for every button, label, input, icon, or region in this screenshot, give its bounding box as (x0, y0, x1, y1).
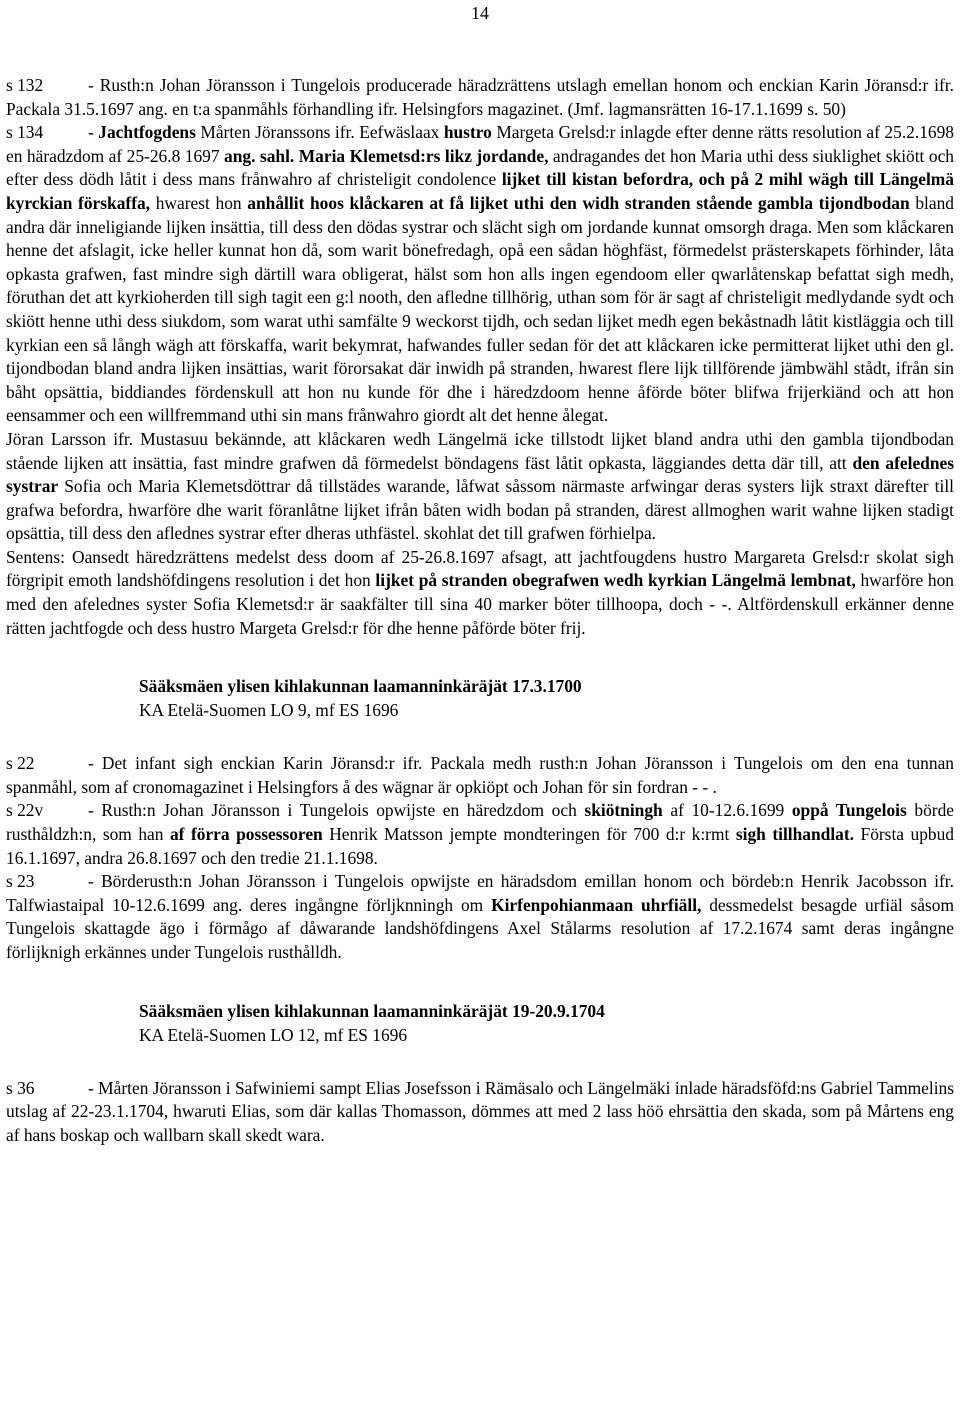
entry-ref: s 132 (6, 75, 44, 95)
bold-text: Jachtfogdens (98, 122, 196, 143)
entry-ref: s 22v (6, 800, 44, 821)
bold-text: ang. sahl. Maria Klemetsd:rs likz jordande, (224, 145, 549, 166)
section-heading-1700 (139, 674, 954, 722)
bold-text: skiötningh (584, 800, 663, 821)
entry-text: börde rusthåldzh:n, som han (6, 800, 954, 845)
entry-text: dessmedelst besagde urfiäl såsom Tungelois skattagde ägo i förmågo af dåwarande landshöfdingens Axel Stålarms resolution af 17.2.1674 samt deras ingångne förlijknigh erkännes under Tungelois rusthålldh. (6, 894, 954, 962)
section-title: Sääksmäen ylisen kihlakunnan laamanninkäräjät 19-20.9.1704 (139, 1000, 605, 1021)
entry-text: - Det infant sigh enckian Karin Jöransd:r ifr. Packala medh rusth:n Johan Jöransson i Tungelois om den ena tunnan spanmåhl, som af cronomagazinet i Helsingfors å des wägnar är opkiöpt och Johan för sin fordran - - . (6, 753, 954, 797)
section-heading-1704 (139, 999, 954, 1047)
bold-text: hustro (443, 122, 492, 143)
entry-text: Henrik Matsson jempte mondteringen för 700 d:r k:rmt (322, 824, 736, 845)
entry-text: - Mårten Jöransson i Safwiniemi sampt Elias Josefsson i Rämäsalo och Längelmäki inlade häradsföfd:ns Gabriel Tammelins utslag af 22-23.1.1704, hwaruti Elias, som där kallas Thomasson, dömmes att med 2 lass höö ehrsättia den skada, som på Mårtens eng af hans boskap och wallbarn skall skedt wara. (6, 1077, 954, 1145)
entry-joran-larsson (6, 428, 954, 546)
entry-text: Sofia och Maria Klemetsdöttrar då tillstädes warande, låfwat såssom närmaste arfwingar deras systers lijk straxt därefter till grafwa befordra, hwarföre dhe warit föranlåtne lijket ifrån båten widh bodan på stranden, därest allmoghen warit wahne lijken stadigt opsättia, till dess den aflednes systrar efter dheras uthfästel. skohlat det till grafwen förhielpa. (6, 476, 954, 544)
bold-text: af förra possessoren (169, 824, 323, 845)
entry-s22 (6, 752, 954, 799)
entry-sentens (6, 546, 954, 640)
entry-ref: s 22 (6, 753, 35, 774)
entry-text: Sentens: Oansedt häredzrättens medelst dess doom af 25-26.8.1697 afsagt, att jachtfougdens hustro Margareta Grelsd:r skolat sigh förgripit emoth landshöfdingens resolution i det hon (6, 546, 954, 591)
entry-text: Margeta Grelsd:r inlagde efter denne rätts resolution af 25.2.1698 en häradzdom af 25-26.8 1697 (6, 122, 954, 166)
bold-text: lijket på stranden obegrafwen wedh kyrkian Längelmä lembnat, (375, 570, 856, 591)
entry-text: hwarest hon (150, 192, 248, 213)
entry-ref: s 134 (6, 122, 44, 143)
section-source: KA Etelä-Suomen LO 9, mf ES 1696 (139, 700, 399, 721)
bold-text: lijket till kistan befordra, och på 2 mihl wägh till Längelmä kyrckian förskaffa, (6, 169, 954, 213)
bold-text: anhållit hoos klåckaren at få lijket uthi den widh stranden stående gambla tijondbodan (247, 192, 910, 213)
entry-text: Jöran Larsson ifr. Mustasuu bekännde, att klåckaren wedh Längelmä icke tillstodt lijket bland andra uthi den gambla tijondbodan stående lijken att insättia, fast mindre grafwen då förmedelst böndagens fäst låtit opkasta, läggiandes detta där till, att (6, 428, 954, 473)
entry-text: andragandes det hon Maria uthi dess siuklighet skiött och efter dess dödh låtit i dess mans frånwahro af christeligit condolence (6, 145, 954, 190)
page-number: 14 (471, 3, 489, 23)
entry-s22v (6, 799, 954, 870)
bold-text: den afelednes systrar (6, 452, 954, 497)
entry-text: hwarföre hon med den afelednes syster Sofia Klemetsd:r är saakfälter till sina 40 marker böter tillhoopa, doch - -. Altfördenskull erkänner denne rätten jachtfogde och dess hustro Margeta Grelsd:r för dhe henne påförde böter frij. (6, 570, 954, 638)
entry-s23 (6, 870, 954, 964)
document-body (6, 74, 954, 1147)
entry-text: Första upbud 16.1.1697, andra 26.8.1697 och den tredie 21.1.1698. (6, 824, 954, 868)
bold-text: oppå Tungelois (791, 800, 907, 821)
entry-text: - Rusth:n Johan Jöransson i Tungelois opwijste en häredzdom och (88, 800, 585, 821)
bold-text: Kirfenpohianmaan uhrfiäll, (491, 894, 702, 915)
entry-s132 (6, 74, 954, 121)
bold-text: sigh tillhandlat. (735, 824, 855, 845)
entry-s36 (6, 1077, 954, 1148)
section-source: KA Etelä-Suomen LO 12, mf ES 1696 (139, 1024, 408, 1045)
entry-text: - Rusth:n Johan Jöransson i Tungelois producerade häradzrättens utslagh emellan honom och enckian Karin Jöransd:r ifr. Packala 31.5.1697 ang. en t:a spanmåhls förhandling ifr. Helsingfors magazinet. (Jmf. lagmansrätten 16-17.1.1699 s. 50) (6, 75, 954, 119)
entry-text: af 10-12.6.1699 (662, 800, 792, 821)
entry-s134 (6, 121, 954, 428)
entry-text: Mårten Jöranssons ifr. Eefwäslaax (195, 122, 444, 143)
entry-text: bland andra där inneligiande lijken insättia, till dess den dödas systrar och slächt sigh om jordande kunnat omsorgh draga. Men som klåckaren henne det afslagit, icke heller kunnat hon då, som warit bönefredagh, opå een sådan höghfäst, förmedelst prästerskapets förhinder, låta opkasta grafwen, fast mindre sigh därtill wara obligerat, hälst som hon alls ingen egendoom eller qwarlåtenskap befattat sigh medh, föruthan det att kyrkioherden till sigh tagit een g:l nooth, den afledne tillhörig, uthan som för är sagt af christeligit medlydande sydt och skiött henne uthi dess siukdom, som warat uthi samfälte 9 weckorst tijdh, och sedan lijket medh egen bekåstnadh låtit kistläggia och till kyrkian een så långh wägh att förskaffa, warit bekymrat, hafwandes fuller sedan för det att klåckaren icke permitterat lijket uthi den gl. tijondbodan bland andra lijken insättias, warit förorsakat där inwidh på stranden, hwarest flere lijk tillförende jämbwähl stådt, ifrån sin båht opsättia, biddiandes fördenskull att hon nu kunde för dhe i häredzdoom henne åförde böter blifwa frijerkiänd och att hon eensammer och een willfremmand uthi sin mans frånwahro giordt alt det henne ålegat. (6, 192, 954, 426)
entry-text: - (88, 122, 99, 143)
entry-ref: s 23 (6, 871, 35, 892)
entry-text: - Börderusth:n Johan Jöransson i Tungelois opwijste en häradsdom emillan honom och bördeb:n Henrik Jacobsson ifr. Talfwiastaipal 10-12.6.1699 ang. deres ingångne förljknningh om (6, 871, 954, 915)
section-title: Sääksmäen ylisen kihlakunnan laamanninkäräjät 17.3.1700 (139, 676, 582, 697)
entry-ref: s 36 (6, 1077, 35, 1098)
